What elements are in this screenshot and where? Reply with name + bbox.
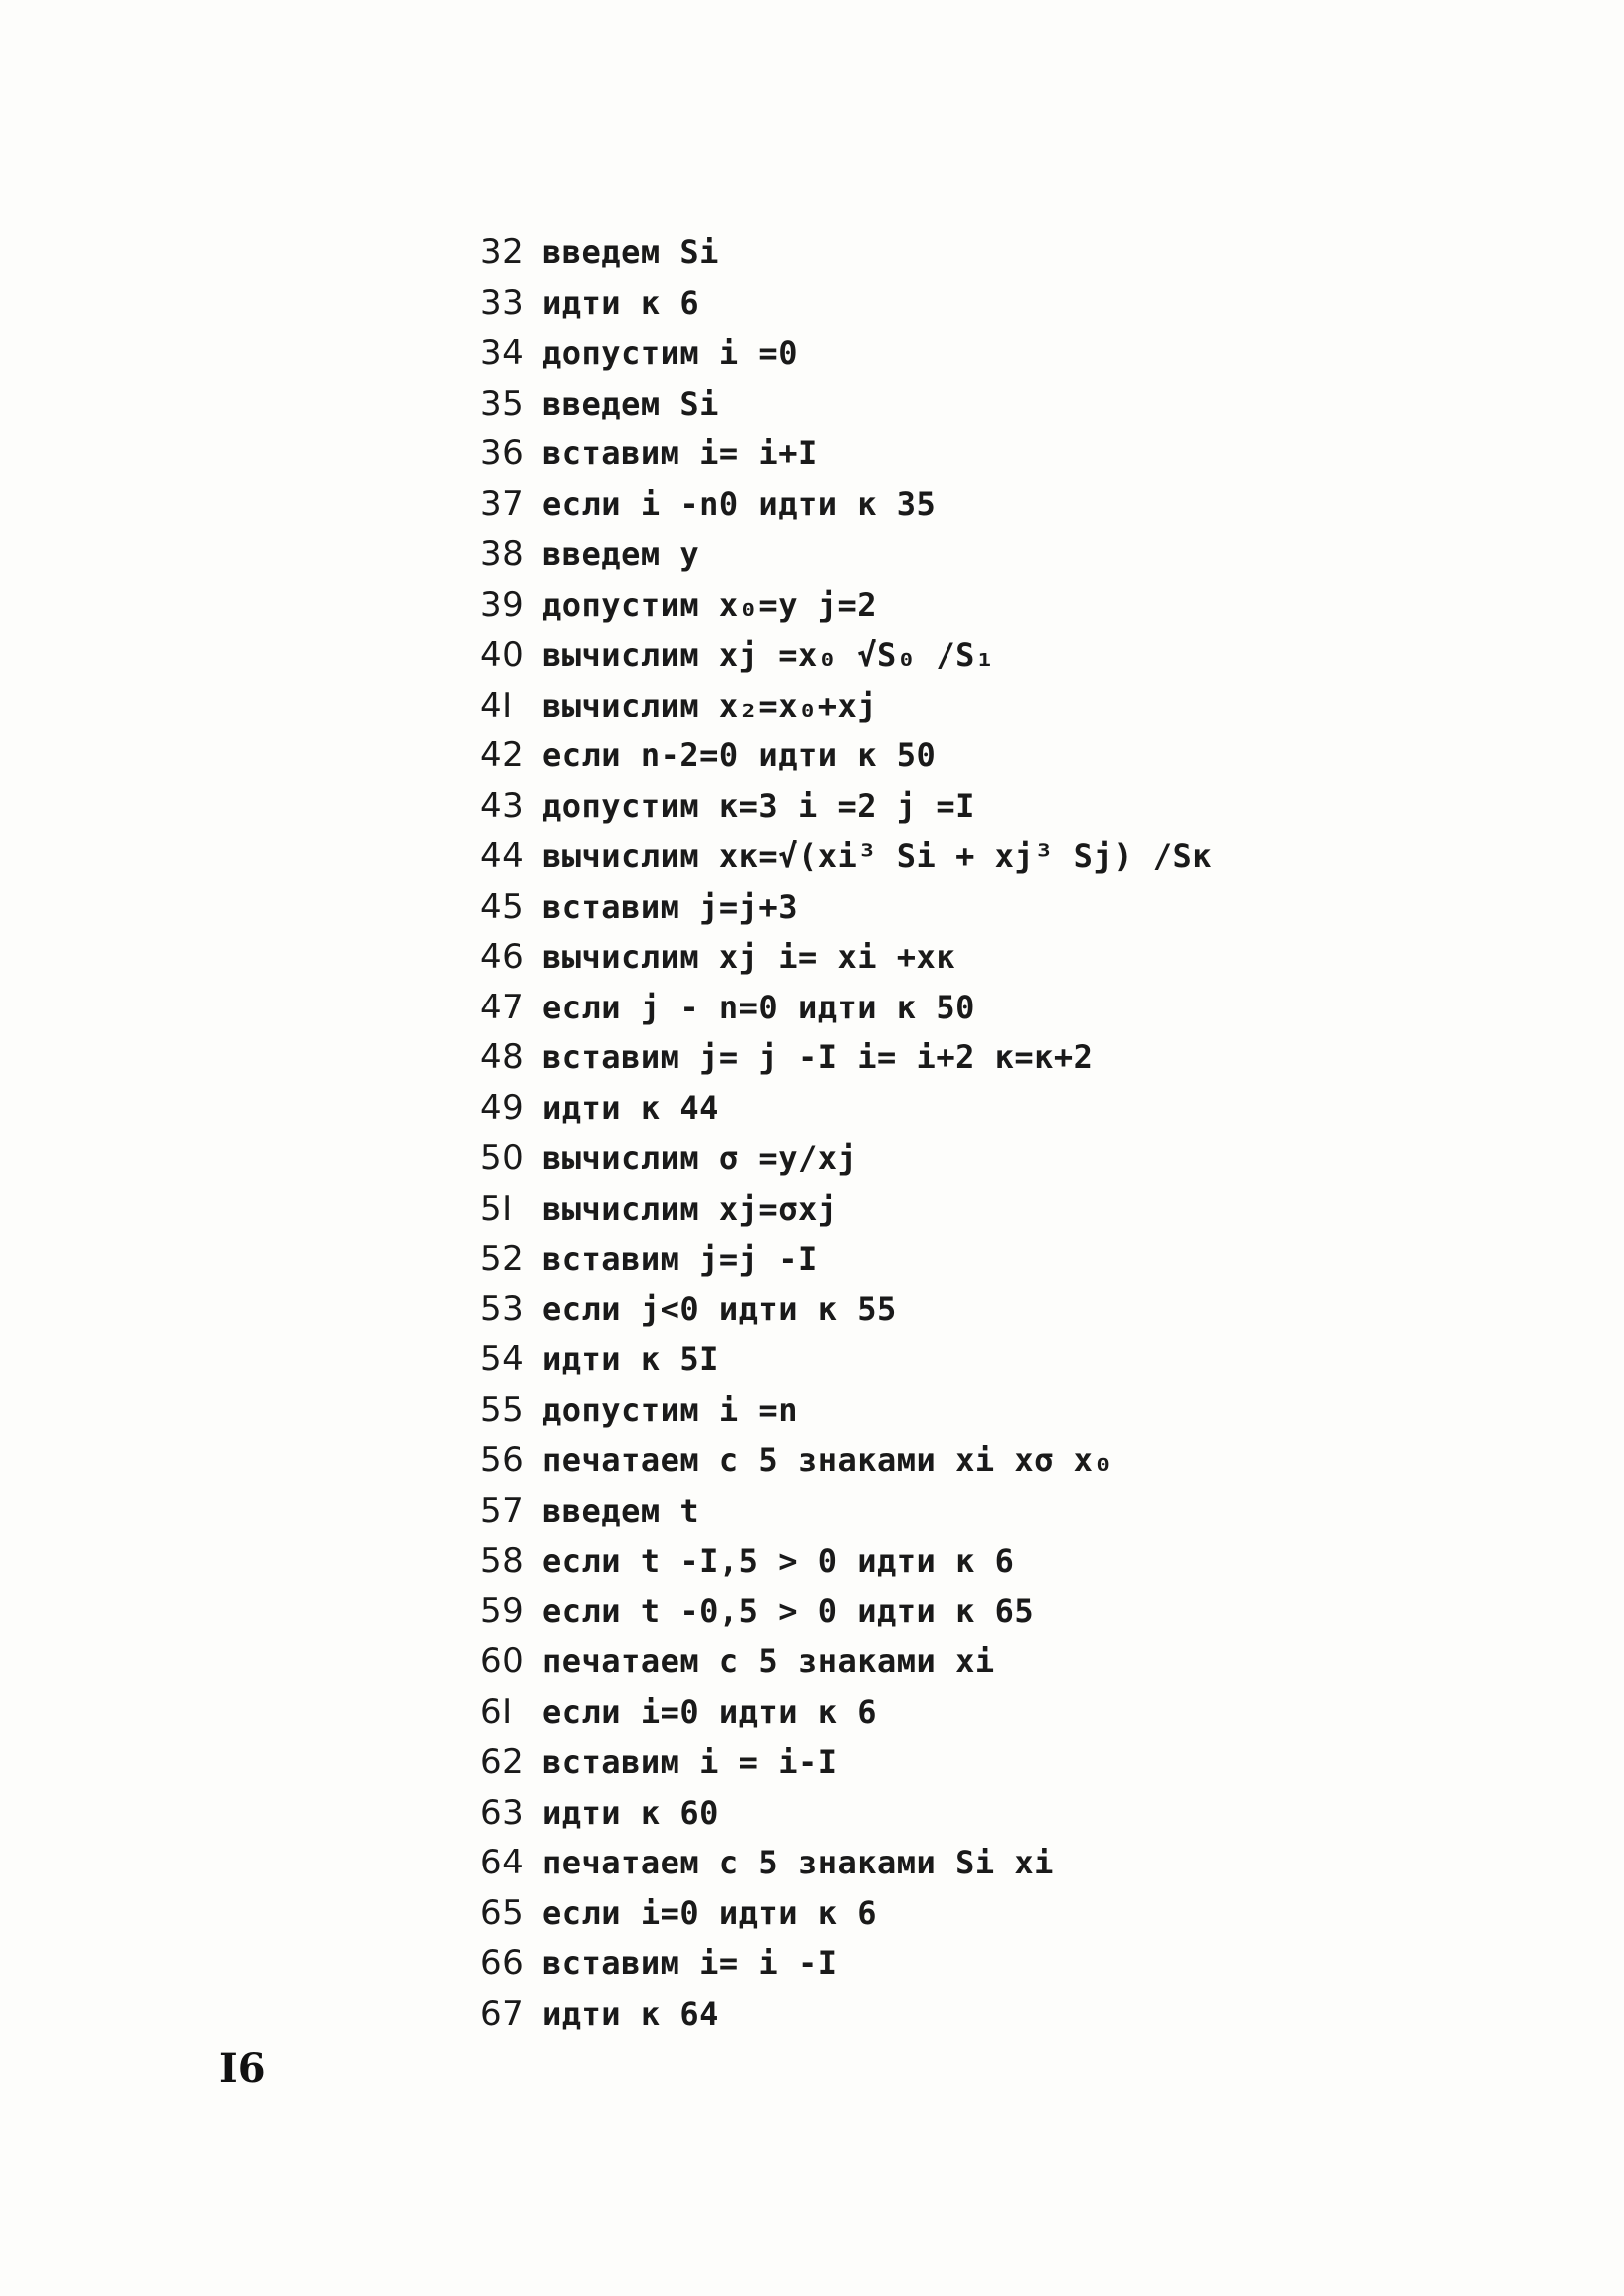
line-number: 39	[480, 584, 525, 625]
line-number: 5I	[480, 1188, 513, 1229]
line-number: 34	[480, 333, 525, 373]
line-text: идти к 60	[542, 1793, 719, 1832]
line-number: 45	[480, 886, 525, 927]
listing-line	[480, 1938, 1477, 1989]
line-text: допустим x₀=y j=2	[542, 585, 878, 624]
line-text: допустим i =0	[542, 334, 798, 372]
line-text: введем t	[542, 1491, 700, 1530]
line-number: 36	[480, 433, 525, 473]
listing-line	[480, 328, 1477, 379]
line-number: 32	[480, 232, 525, 272]
listing-line	[480, 1184, 1477, 1235]
line-number: 67	[480, 1993, 525, 2034]
line-text: введем Si	[542, 384, 719, 423]
line-text: допустим i =n	[542, 1390, 798, 1429]
listing-line	[480, 781, 1477, 832]
line-text: вставим j=j -I	[542, 1240, 818, 1278]
listing-line	[480, 1486, 1477, 1537]
line-text: вставим j= j -I i= i+2 к=к+2	[542, 1038, 1094, 1076]
line-text: введем Si	[542, 233, 719, 271]
line-text: если n-2=0 идти к 50	[542, 736, 937, 774]
line-text: если t -I,5 > 0 идти к 6	[542, 1542, 1015, 1579]
line-number: 56	[480, 1440, 525, 1480]
line-text: вставим i = i-I	[542, 1743, 838, 1781]
line-number: 63	[480, 1792, 525, 1833]
line-text: если i=0 идти к 6	[542, 1692, 878, 1731]
line-text: вычислим xj i= xi +xк	[542, 938, 956, 976]
line-text: вычислим xj =x₀ √S₀ /S₁	[542, 636, 995, 674]
listing-line	[480, 831, 1477, 882]
listing-line	[480, 1687, 1477, 1738]
line-text: вставим i= i+I	[542, 434, 818, 472]
line-number: 64	[480, 1843, 525, 1882]
listing-line	[480, 1133, 1477, 1184]
listing-line	[480, 227, 1477, 278]
listing-line	[480, 479, 1477, 530]
line-text: если i=0 идти к 6	[542, 1893, 878, 1932]
program-listing	[480, 227, 1477, 2039]
listing-line	[480, 1636, 1477, 1687]
line-text: если i -n0 идти к 35	[542, 484, 937, 523]
line-text: вставим i= i -I	[542, 1944, 838, 1982]
line-text: введем у	[542, 535, 700, 573]
line-text: вычислим σ =y/xj	[542, 1139, 858, 1177]
listing-line	[480, 932, 1477, 983]
line-text: допустим к=3 i =2 j =I	[542, 786, 975, 825]
line-text: идти к 6	[542, 283, 700, 322]
line-number: 50	[480, 1138, 525, 1178]
line-number: 59	[480, 1590, 525, 1631]
line-number: 44	[480, 836, 525, 876]
line-number: 57	[480, 1490, 525, 1531]
line-number: 4I	[480, 685, 513, 725]
line-number: 33	[480, 282, 525, 323]
listing-line	[480, 1838, 1477, 1888]
line-text: идти к 44	[542, 1088, 719, 1127]
line-number: 60	[480, 1641, 525, 1681]
line-text: вычислим x₂=x₀+xj	[542, 686, 878, 724]
listing-line	[480, 1334, 1477, 1385]
line-number: 52	[480, 1239, 525, 1279]
line-number: 42	[480, 735, 525, 775]
line-number: 65	[480, 1892, 525, 1933]
listing-line	[480, 1285, 1477, 1335]
line-number: 62	[480, 1742, 525, 1782]
listing-line	[480, 529, 1477, 580]
page-number: I6	[219, 2045, 266, 2092]
line-number: 40	[480, 635, 525, 675]
line-number: 53	[480, 1289, 525, 1329]
listing-line	[480, 379, 1477, 430]
line-number: 58	[480, 1541, 525, 1580]
listing-line	[480, 1536, 1477, 1586]
listing-line	[480, 1737, 1477, 1788]
line-number: 55	[480, 1389, 525, 1430]
line-text: печатаем с 5 знаками xi	[542, 1642, 995, 1680]
listing-line	[480, 1888, 1477, 1939]
listing-line	[480, 1234, 1477, 1285]
line-text: вставим j=j+3	[542, 887, 798, 926]
listing-line	[480, 1435, 1477, 1486]
line-number: 46	[480, 937, 525, 977]
line-text: идти к 5I	[542, 1340, 719, 1378]
line-number: 43	[480, 785, 525, 826]
line-number: 35	[480, 383, 525, 424]
line-number: 47	[480, 987, 525, 1027]
line-text: если j - n=0 идти к 50	[542, 988, 975, 1026]
line-number: 54	[480, 1339, 525, 1379]
listing-line	[480, 983, 1477, 1033]
line-number: 37	[480, 483, 525, 524]
line-text: печатаем с 5 знаками Si xi	[542, 1844, 1054, 1881]
listing-line	[480, 1032, 1477, 1083]
listing-line	[480, 278, 1477, 329]
line-number: 48	[480, 1037, 525, 1077]
line-text: печатаем с 5 знаками xi xσ x₀	[542, 1441, 1114, 1479]
listing-line	[480, 730, 1477, 781]
listing-line	[480, 630, 1477, 681]
line-text: вычислим xj=σxj	[542, 1189, 838, 1228]
listing-line	[480, 1788, 1477, 1839]
line-text: вычислим xк=√(xi³ Si + xj³ Sj) /Sк	[542, 837, 1213, 875]
listing-line	[480, 580, 1477, 631]
listing-line	[480, 429, 1477, 479]
line-text: если j<0 идти к 55	[542, 1290, 897, 1328]
listing-line	[480, 681, 1477, 731]
listing-line	[480, 1385, 1477, 1436]
line-number: 6I	[480, 1691, 513, 1732]
line-number: 38	[480, 534, 525, 574]
listing-line	[480, 882, 1477, 933]
listing-line	[480, 1083, 1477, 1134]
line-text: идти к 64	[542, 1994, 719, 2033]
listing-line	[480, 1989, 1477, 2040]
listing-line	[480, 1586, 1477, 1637]
line-number: 66	[480, 1943, 525, 1983]
line-number: 49	[480, 1087, 525, 1128]
line-text: если t -0,5 > 0 идти к 65	[542, 1591, 1035, 1630]
